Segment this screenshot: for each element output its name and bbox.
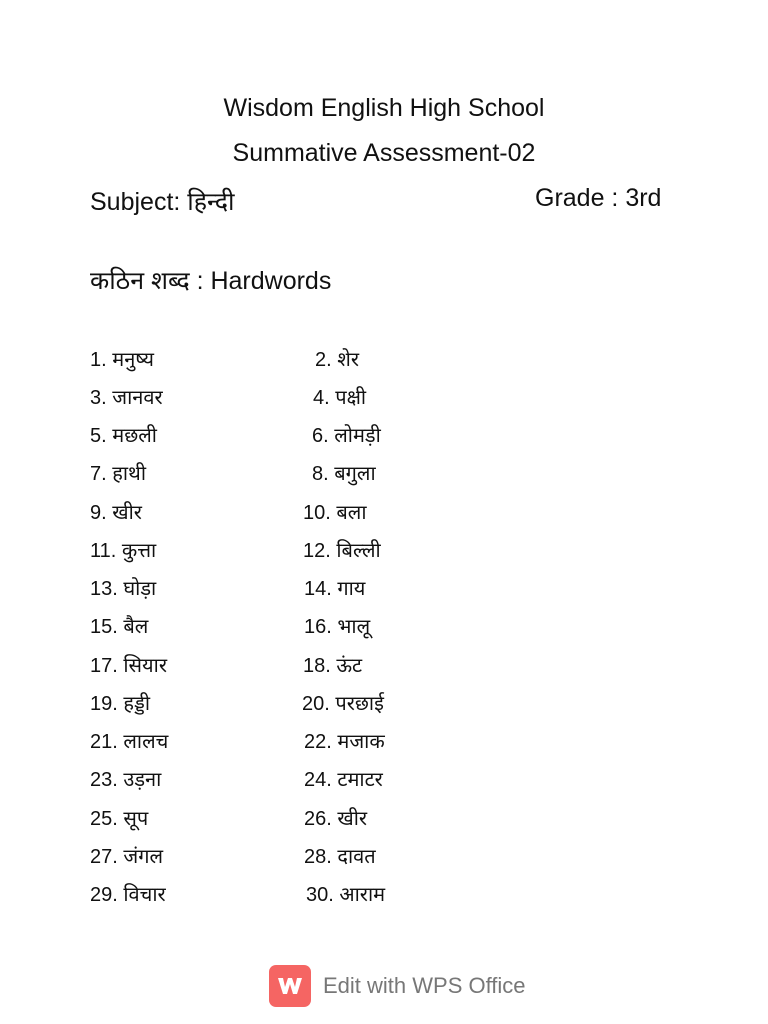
word-item: 23. उड़ना — [90, 769, 162, 791]
word-item: 2. शेर — [315, 349, 360, 371]
word-item: 29. विचार — [90, 884, 166, 906]
section-heading: कठिन शब्द : Hardwords — [90, 267, 332, 295]
word-item: 25. सूप — [90, 808, 149, 830]
subject-label: Subject: हिन्दी — [90, 188, 235, 216]
word-item: 8. बगुला — [312, 463, 376, 485]
word-item: 7. हाथी — [90, 463, 146, 485]
word-item: 13. घोड़ा — [90, 578, 157, 600]
word-item: 18. ऊंट — [303, 655, 363, 677]
word-item: 10. बला — [303, 502, 367, 524]
exam-title: Summative Assessment-02 — [232, 139, 536, 167]
word-item: 4. पक्षी — [313, 387, 367, 409]
word-item: 16. भालू — [304, 616, 371, 638]
word-item: 6. लोमड़ी — [312, 425, 381, 447]
wps-edit-link[interactable] — [269, 965, 526, 1007]
word-item: 14. गाय — [304, 578, 366, 600]
word-item: 26. खीर — [304, 808, 368, 830]
grade-label: Grade : 3rd — [535, 184, 662, 212]
school-name: Wisdom English High School — [223, 94, 545, 122]
word-item: 30. आराम — [306, 884, 386, 906]
word-item: 19. हड्डी — [90, 693, 150, 715]
word-item: 28. दावत — [304, 846, 376, 868]
word-item: 17. सियार — [90, 655, 168, 677]
word-item: 22. मजाक — [304, 731, 385, 753]
word-item: 12. बिल्ली — [303, 540, 381, 562]
word-item: 15. बैल — [90, 616, 149, 638]
word-item: 21. लालच — [90, 731, 169, 753]
word-item: 1. मनुष्य — [90, 349, 154, 371]
word-item: 11. कुत्ता — [90, 540, 157, 562]
word-item: 3. जानवर — [90, 387, 163, 409]
word-item: 27. जंगल — [90, 846, 164, 868]
wps-edit-text: Edit with WPS Office — [323, 973, 526, 998]
word-item: 24. टमाटर — [304, 769, 383, 791]
word-item: 20. परछाई — [302, 693, 384, 715]
wps-logo-icon — [269, 965, 311, 1007]
word-item: 5. मछली — [90, 425, 157, 447]
word-item: 9. खीर — [90, 502, 142, 524]
